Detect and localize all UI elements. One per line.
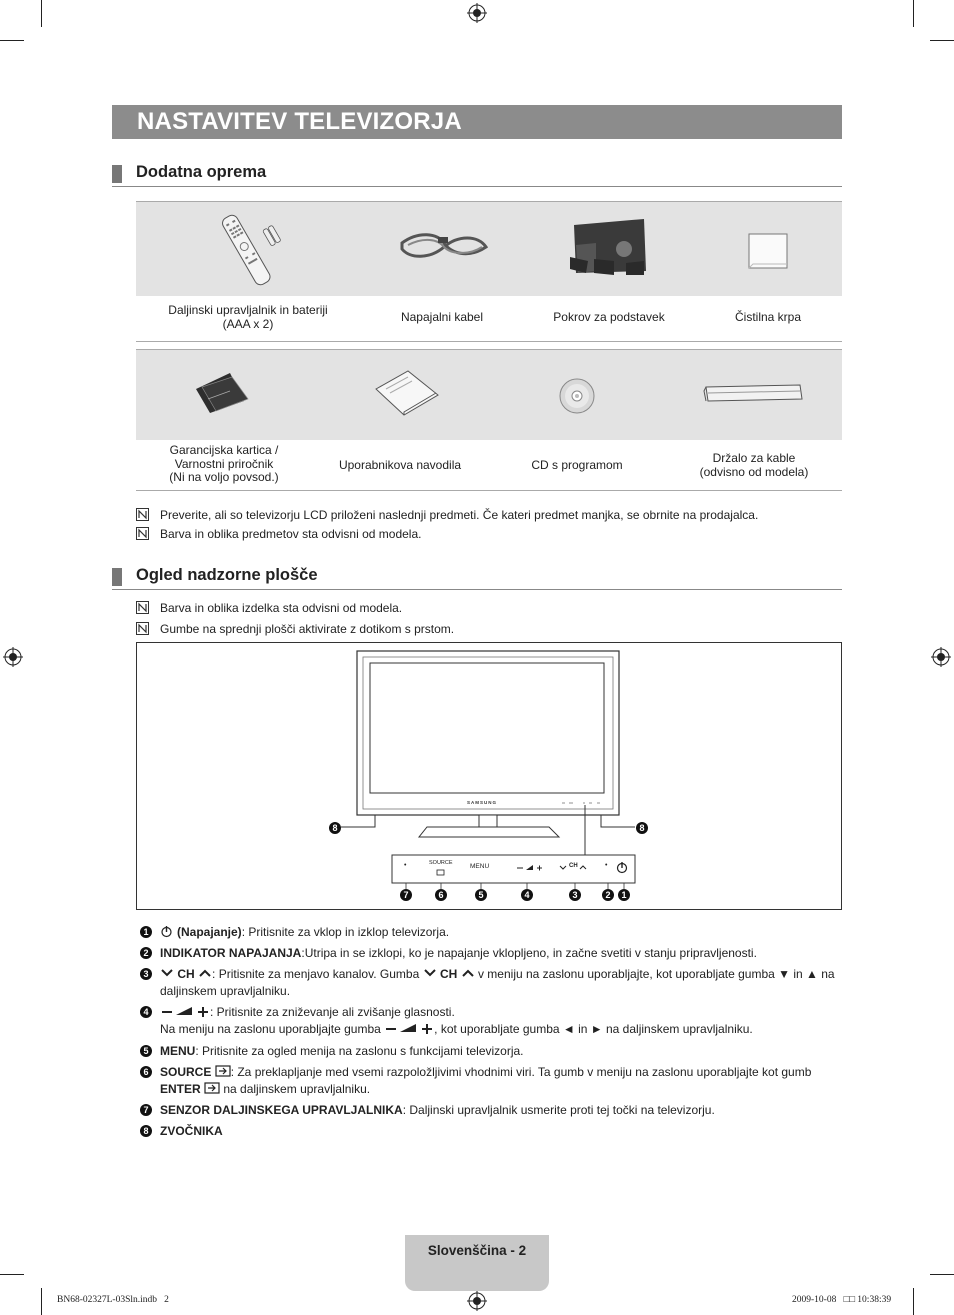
section-heading-accessories xyxy=(112,162,842,187)
description-term: MENU xyxy=(160,1044,196,1058)
section-title: Dodatna oprema xyxy=(136,163,267,181)
stand-cover-icon xyxy=(566,215,652,279)
description-item xyxy=(136,1123,846,1141)
note-icon xyxy=(136,622,149,635)
accessory-label: Čistilna krpa xyxy=(734,310,802,324)
volume-icon xyxy=(384,1022,434,1034)
warranty-card-icon xyxy=(194,369,250,415)
section-title: Ogled nadzorne plošče xyxy=(136,566,318,584)
volume-icon xyxy=(160,1005,210,1017)
section-marker xyxy=(112,165,122,183)
chevron-down-icon xyxy=(423,968,437,978)
description-text: na daljinskem upravljalniku. xyxy=(223,1082,371,1096)
description-term: CH xyxy=(177,967,195,981)
description-number: 7 xyxy=(140,1104,152,1116)
description-number: 4 xyxy=(140,1006,152,1018)
crop-mark xyxy=(41,1288,42,1315)
enter-icon xyxy=(204,1082,220,1094)
indicator-dot-right: • xyxy=(605,862,608,869)
description-term: ZVOČNIKA xyxy=(160,1124,223,1138)
crop-mark xyxy=(930,40,954,41)
chevron-down-icon xyxy=(160,968,174,978)
accessory-label: CD s programom xyxy=(531,458,623,472)
print-file-info: BN68-02327L-03Sln.indb 2 xyxy=(57,1295,169,1305)
note-text: Gumbe na sprednji plošči aktivirate z dotikom s prstom. xyxy=(160,622,455,636)
crop-mark xyxy=(0,40,24,41)
description-number: 3 xyxy=(140,968,152,980)
user-manual-icon xyxy=(374,369,440,417)
print-date-info: 2009-10-08 □□ 10:38:39 xyxy=(792,1295,892,1305)
note-text: Barva in oblika predmetov sta odvisni od modela. xyxy=(160,527,422,541)
registration-mark-icon xyxy=(467,3,487,23)
crop-mark xyxy=(0,1274,24,1275)
accessory-label: Pokrov za podstavek xyxy=(553,310,665,324)
ch-button-label: CH xyxy=(569,863,578,869)
power-cable-icon xyxy=(398,227,490,267)
registration-mark-icon xyxy=(931,647,951,667)
page-title: NASTAVITEV TELEVIZORJA xyxy=(137,108,462,135)
brand-label: SAMSUNG xyxy=(467,800,498,805)
menu-button-label: MENU xyxy=(470,863,490,870)
crop-mark xyxy=(930,1274,954,1275)
callout-number: 7 xyxy=(400,889,412,901)
description-text: , kot uporabljate gumba ◄ in ► na daljinskem upravljalniku. xyxy=(434,1022,753,1036)
description-item xyxy=(136,924,846,942)
description-term: ENTER xyxy=(160,1082,201,1096)
description-item xyxy=(136,966,846,1002)
callout-number: 8 xyxy=(636,822,648,834)
description-term: SENZOR DALJINSKEGA UPRAVLJALNIKA xyxy=(160,1103,403,1117)
note-icon xyxy=(136,601,149,614)
accessory-label: Daljinski upravljalnik in bateriji (AAA x 2) xyxy=(168,303,328,331)
cd-icon xyxy=(558,377,596,415)
section-heading-panel xyxy=(112,565,842,590)
crop-mark xyxy=(41,0,42,27)
description-number: 6 xyxy=(140,1066,152,1078)
note-text: Barva in oblika izdelka sta odvisni od modela. xyxy=(160,601,403,615)
page-footer-tab xyxy=(405,1235,549,1291)
callout-number: 3 xyxy=(569,889,581,901)
accessories-row-1 xyxy=(136,201,842,342)
description-item xyxy=(136,1102,846,1120)
description-text: : Pritisnite za menjavo kanalov. Gumba xyxy=(212,967,420,981)
description-term: CH xyxy=(439,967,458,981)
callout-number: 2 xyxy=(602,889,614,901)
callout-number: 4 xyxy=(521,889,533,901)
page-title-bar xyxy=(112,105,842,139)
note-icon xyxy=(136,527,149,540)
description-text: :Utripa in se izklopi, ko je napajanje vklopljeno, in začne svetiti v stanju pripravljenosti. xyxy=(301,946,757,960)
page-number-label: Slovenščina - 2 xyxy=(427,1243,527,1258)
description-text: : Za preklapljanje med vsemi razpoložljivimi vhodnimi viri. Ta gumb v meniju na zaslonu uporabljajte kot gumb xyxy=(230,1065,812,1079)
power-icon xyxy=(160,925,173,938)
description-text: : Pritisnite za ogled menija na zaslonu s funkcijami televizorja. xyxy=(195,1044,524,1058)
accessory-label: Držalo za kable (odvisno od modela) xyxy=(699,451,809,479)
description-text: : Daljinski upravljalnik usmerite proti tej točki na televizorju. xyxy=(402,1103,715,1117)
accessory-label: Garancijska kartica / Varnostni priročnik (Ni na voljo povsod.) xyxy=(169,443,279,484)
remote-control-icon xyxy=(208,209,288,289)
description-term: (Napajanje) xyxy=(177,925,242,939)
description-number: 5 xyxy=(140,1045,152,1057)
description-item xyxy=(136,945,846,963)
description-text: Na meniju na zaslonu uporabljajte gumba xyxy=(160,1022,381,1036)
callout-number: 6 xyxy=(435,889,447,901)
note-text: Preverite, ali so televizorju LCD priloženi naslednji predmeti. Če kateri predmet manjka, se obrnite na prodajalca. xyxy=(160,508,759,522)
source-input-icon xyxy=(215,1065,231,1077)
description-term: INDIKATOR NAPAJANJA xyxy=(160,946,302,960)
indicator-dot-left: • xyxy=(404,862,407,869)
description-item xyxy=(136,1043,846,1061)
description-number: 8 xyxy=(140,1125,152,1137)
description-text: : Pritisnite za zniževanje ali zvišanje glasnosti. xyxy=(210,1005,455,1019)
callout-number: 8 xyxy=(329,822,341,834)
section-marker xyxy=(112,568,122,586)
crop-mark xyxy=(913,1288,914,1315)
description-item xyxy=(136,1064,846,1100)
cable-holder-icon xyxy=(702,381,806,405)
description-text: : Pritisnite za vklop in izklop televizorja. xyxy=(241,925,450,939)
callout-number: 1 xyxy=(618,889,630,901)
accessory-label: Napajalni kabel xyxy=(400,310,484,324)
description-term: SOURCE xyxy=(160,1065,212,1079)
cleaning-cloth-icon xyxy=(746,231,790,271)
source-button-label: SOURCE xyxy=(429,860,453,866)
callout-number: 5 xyxy=(475,889,487,901)
note-icon xyxy=(136,508,149,521)
description-item xyxy=(136,1004,846,1040)
crop-mark xyxy=(913,0,914,27)
accessories-row-2 xyxy=(136,349,842,491)
registration-mark-icon xyxy=(467,1291,487,1311)
registration-mark-icon xyxy=(3,647,23,667)
description-text: v meniju na zaslonu uporabljajte, kot uporabljate gumba ▼ in ▲ na daljinskem upravljalniku. xyxy=(160,967,835,998)
accessory-label: Uporabnikova navodila xyxy=(338,458,462,472)
description-number: 2 xyxy=(140,947,152,959)
front-panel-diagram xyxy=(136,642,842,910)
chevron-up-icon xyxy=(461,968,475,978)
chevron-up-icon xyxy=(198,968,212,978)
description-number: 1 xyxy=(140,926,152,938)
